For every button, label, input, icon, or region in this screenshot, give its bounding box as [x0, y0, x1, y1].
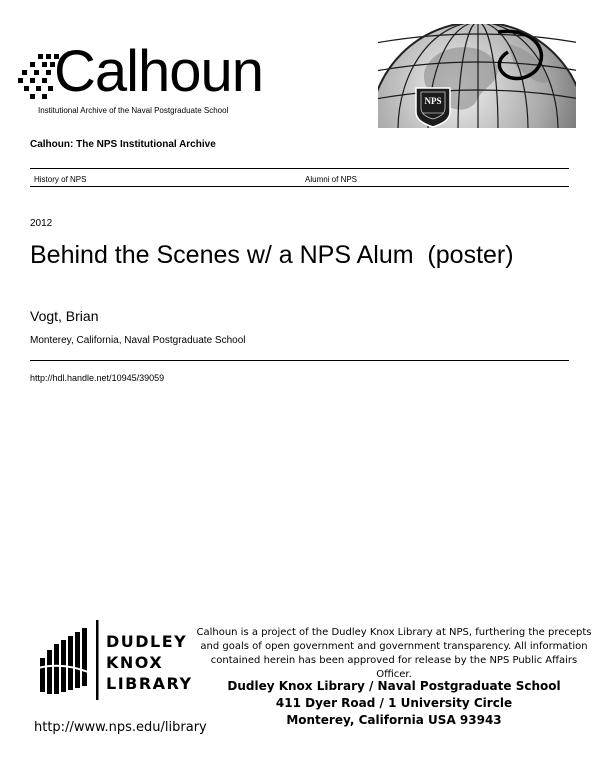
- divider: [30, 360, 569, 361]
- logo-word: Calhoun: [54, 39, 264, 104]
- seal-label: NPS: [424, 96, 442, 106]
- document-title: Behind the Scenes w/ a NPS Alum (poster): [30, 241, 514, 269]
- calhoun-logo: [16, 39, 264, 124]
- globe-icon: [378, 24, 576, 128]
- handle-link[interactable]: http://hdl.handle.net/10945/39059: [30, 373, 165, 383]
- library-columns-icon: [38, 618, 100, 700]
- logo-tagline: Institutional Archive of the Naval Postgraduate School: [38, 106, 229, 115]
- footer-blurb: Calhoun is a project of the Dudley Knox Library at NPS, furthering the precepts and goals of open government and government transparency. All information contained herein has been approved for release by the NPS Public Affairs Officer.: [196, 627, 592, 680]
- address-line: Monterey, California USA 93943: [286, 713, 502, 727]
- document-publisher: Monterey, California, Naval Postgraduate School: [30, 335, 246, 346]
- footer-address: [192, 678, 596, 729]
- document-author: Vogt, Brian: [30, 308, 99, 324]
- wordmark-line: LIBRARY: [106, 674, 193, 693]
- address-line: 411 Dyer Road / 1 University Circle: [275, 696, 513, 710]
- library-url-link[interactable]: http://www.nps.edu/library: [34, 720, 207, 735]
- address-line: Dudley Knox Library / Naval Postgraduate School: [227, 679, 561, 693]
- dudley-knox-wordmark: [106, 631, 193, 694]
- wordmark-line: DUDLEY: [106, 632, 188, 651]
- globe-image: [378, 24, 576, 128]
- divider: [30, 168, 569, 169]
- wordmark-line: KNOX: [106, 653, 164, 672]
- document-year: 2012: [30, 218, 53, 229]
- nps-seal-icon: [416, 88, 450, 127]
- collection-link-alumni[interactable]: Alumni of NPS: [305, 175, 358, 184]
- divider: [30, 186, 569, 187]
- collection-link-history[interactable]: History of NPS: [34, 175, 87, 184]
- archive-name[interactable]: Calhoun: The NPS Institutional Archive: [30, 139, 216, 150]
